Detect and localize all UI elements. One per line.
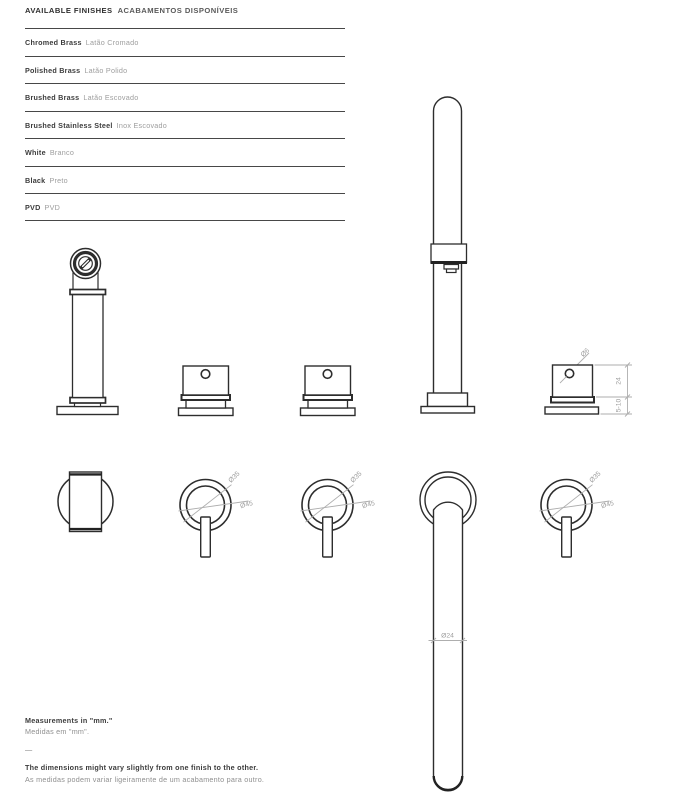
drawing-spout-side bbox=[421, 97, 475, 413]
page-title-pt: ACABAMENTOS DISPONÍVEIS bbox=[117, 6, 239, 15]
finish-name-en: Brushed Brass bbox=[25, 93, 80, 102]
note-measurements-pt: Medidas em "mm". bbox=[25, 727, 90, 737]
handle-lever bbox=[323, 517, 333, 557]
note-divider: — bbox=[25, 745, 33, 755]
handle-lever bbox=[562, 517, 572, 557]
note-variance-en: The dimensions might vary slightly from one finish to the other. bbox=[25, 763, 259, 773]
dim-label-outer-diameter: Ø45 bbox=[239, 500, 254, 511]
drawing-handle-side-2 bbox=[301, 366, 356, 416]
spout-collar bbox=[431, 244, 467, 263]
finish-name-pt: Branco bbox=[49, 148, 75, 157]
dim-label-spout-diameter: Ø24 bbox=[441, 632, 454, 640]
finish-name-pt: Latão Polido bbox=[84, 65, 128, 75]
page-title-en: AVAILABLE FINISHES bbox=[25, 6, 113, 15]
finish-name-pt: Latão Cromado bbox=[85, 38, 139, 47]
handle-lever bbox=[201, 517, 211, 557]
drawing-handle-top-1 bbox=[179, 470, 254, 557]
spout-reach-outline bbox=[434, 502, 463, 789]
dim-label-handle-height: 24 bbox=[615, 377, 623, 385]
drawing-handle-side-1 bbox=[179, 366, 234, 416]
footer-notes bbox=[25, 715, 405, 785]
dim-label-base-height: 5-10 bbox=[615, 398, 623, 413]
finish-name-en: Black bbox=[25, 175, 46, 185]
finish-name-pt: Latão Escovado bbox=[83, 93, 139, 102]
finish-name-en: Polished Brass bbox=[25, 65, 81, 75]
note-variance-pt: As medidas podem variar ligeiramente de um acabamento para outro. bbox=[25, 774, 265, 784]
dim-label-handle-hole-diameter: Ø6 bbox=[579, 347, 592, 359]
dim-label-inner-diameter: Ø35 bbox=[349, 470, 364, 485]
note-measurements-en: Measurements in "mm." bbox=[25, 716, 113, 725]
finish-name-pt: Preto bbox=[49, 175, 68, 185]
finish-name-pt: PVD bbox=[44, 203, 61, 212]
dim-label-outer-diameter: Ø45 bbox=[361, 500, 376, 511]
finish-name-en: Brushed Stainless Steel bbox=[25, 120, 113, 130]
finish-name-en: PVD bbox=[25, 203, 41, 212]
finish-name-en: White bbox=[25, 148, 46, 157]
dim-label-inner-diameter: Ø35 bbox=[227, 470, 242, 485]
drawing-mixer-valve-side bbox=[57, 249, 118, 415]
spout-outlet bbox=[444, 265, 459, 270]
drawing-spout-top bbox=[420, 472, 476, 790]
dim-label-inner-diameter: Ø35 bbox=[588, 470, 603, 485]
finish-name-en: Chromed Brass bbox=[25, 38, 82, 47]
drawing-handle-top-3 bbox=[540, 470, 615, 557]
drawing-handle-side-dimensioned bbox=[545, 347, 632, 416]
drawing-handle-top-2 bbox=[301, 470, 376, 557]
drawing-mixer-valve-top bbox=[58, 472, 113, 532]
dim-label-outer-diameter: Ø45 bbox=[600, 500, 615, 511]
finish-name-pt: Inox Escovado bbox=[116, 120, 168, 130]
